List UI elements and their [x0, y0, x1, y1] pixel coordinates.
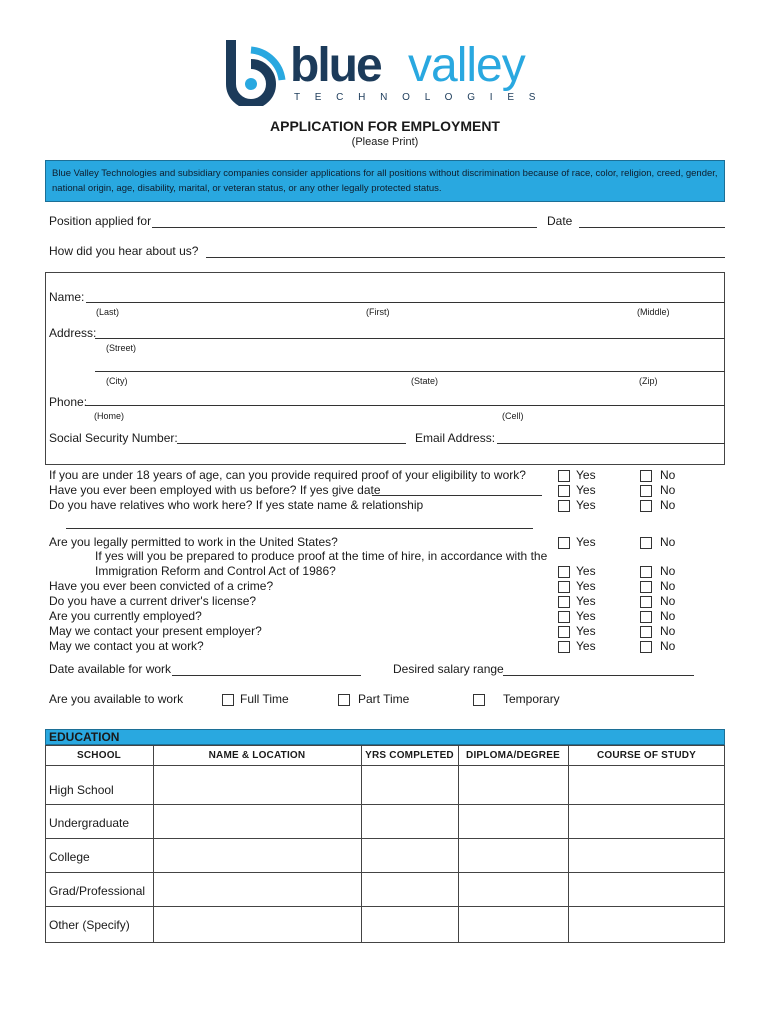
part-time-checkbox[interactable] [338, 694, 350, 706]
proof-no-checkbox[interactable] [640, 566, 652, 578]
temporary-label: Temporary [503, 692, 560, 706]
col-divider-1 [153, 745, 154, 943]
edu-row-undergraduate: Undergraduate [49, 816, 130, 830]
name-label: Name: [49, 290, 85, 304]
under-18-yes-checkbox[interactable] [558, 470, 570, 482]
contact-employer-yes-label: Yes [576, 624, 596, 638]
full-time-label: Full Time [240, 692, 289, 706]
cell-caption: (Cell) [502, 411, 524, 421]
name-first-caption: (First) [366, 307, 390, 317]
salary-field[interactable] [503, 675, 694, 676]
employed-before-no-label: No [660, 483, 676, 497]
question-relatives: Do you have relatives who work here? If yes state name & relationship [49, 498, 424, 512]
col-divider-3 [458, 745, 459, 943]
question-employed-before: Have you ever been employed with us before? If yes give date [49, 483, 381, 497]
legally-permitted-yes-checkbox[interactable] [558, 537, 570, 549]
contact-employer-yes-checkbox[interactable] [558, 626, 570, 638]
name-last-caption: (Last) [96, 307, 120, 317]
position-field[interactable] [152, 227, 537, 228]
address-city-state-zip-field[interactable] [95, 371, 725, 372]
state-caption: (State) [411, 376, 439, 386]
currently-employed-no-checkbox[interactable] [640, 611, 652, 623]
education-header-bar [45, 729, 725, 745]
question-convicted: Have you ever been convicted of a crime? [49, 579, 274, 593]
logo-text-blue: blue [290, 39, 381, 92]
question-proof-line-1: If yes will you be prepared to produce proof at the time of hire, in accordance with the [95, 549, 548, 563]
under-18-no-label: No [660, 468, 676, 482]
date-available-label: Date available for work [49, 662, 172, 676]
hear-label: How did you hear about us? [49, 244, 199, 258]
address-label: Address: [49, 326, 97, 340]
name-field[interactable] [86, 302, 725, 303]
employed-before-no-checkbox[interactable] [640, 485, 652, 497]
contact-at-work-yes-label: Yes [576, 639, 596, 653]
col-header-school: SCHOOL [77, 750, 121, 761]
row-divider-3 [45, 872, 725, 873]
email-field[interactable] [497, 443, 725, 444]
contact-at-work-no-label: No [660, 639, 676, 653]
contact-at-work-no-checkbox[interactable] [640, 641, 652, 653]
col-header-diploma-degree: DIPLOMA/DEGREE [466, 750, 560, 761]
company-logo [222, 36, 552, 108]
home-caption: (Home) [94, 411, 125, 421]
row-divider-2 [45, 838, 725, 839]
position-label: Position applied for [49, 214, 152, 228]
date-label: Date [547, 214, 573, 228]
question-proof-line-2: Immigration Reform and Control Act of 1986? [95, 564, 336, 578]
relatives-no-label: No [660, 498, 676, 512]
question-legally-permitted: Are you legally permitted to work in the United States? [49, 535, 338, 549]
convicted-yes-label: Yes [576, 579, 596, 593]
page-title: APPLICATION FOR EMPLOYMENT [270, 118, 500, 134]
drivers-license-no-checkbox[interactable] [640, 596, 652, 608]
col-divider-4 [568, 745, 569, 943]
currently-employed-no-label: No [660, 609, 676, 623]
temporary-checkbox[interactable] [473, 694, 485, 706]
row-divider-1 [45, 804, 725, 805]
education-header-divider [45, 765, 725, 766]
part-time-label: Part Time [358, 692, 410, 706]
col-header-course-of-study: COURSE OF STUDY [596, 750, 697, 761]
edu-row-high-school: High School [49, 783, 114, 797]
ssn-field[interactable] [177, 443, 406, 444]
question-contact-at-work: May we contact you at work? [49, 639, 204, 653]
salary-label: Desired salary range [393, 662, 504, 676]
full-time-checkbox[interactable] [222, 694, 234, 706]
logo-mark-icon [222, 36, 286, 106]
phone-label: Phone: [49, 395, 88, 409]
employed-before-yes-checkbox[interactable] [558, 485, 570, 497]
employed-before-date-field[interactable] [372, 495, 542, 496]
page-subtitle: (Please Print) [351, 136, 419, 148]
email-label: Email Address: [415, 431, 496, 445]
hear-field[interactable] [206, 257, 725, 258]
convicted-yes-checkbox[interactable] [558, 581, 570, 593]
proof-yes-label: Yes [576, 564, 596, 578]
proof-yes-checkbox[interactable] [558, 566, 570, 578]
contact-at-work-yes-checkbox[interactable] [558, 641, 570, 653]
logo-text-valley: valley [408, 39, 525, 92]
relatives-no-checkbox[interactable] [640, 500, 652, 512]
phone-field[interactable] [86, 405, 725, 406]
edu-row-grad-professional: Grad/Professional [49, 884, 146, 898]
eeo-notice [45, 160, 725, 202]
employed-before-yes-label: Yes [576, 483, 596, 497]
education-table [45, 745, 725, 943]
city-caption: (City) [106, 376, 128, 386]
relatives-yes-checkbox[interactable] [558, 500, 570, 512]
question-currently-employed: Are you currently employed? [49, 609, 202, 623]
col-header-name-location: NAME & LOCATION [208, 750, 306, 761]
proof-no-label: No [660, 564, 676, 578]
contact-employer-no-label: No [660, 624, 676, 638]
legally-permitted-no-label: No [660, 535, 676, 549]
convicted-no-label: No [660, 579, 676, 593]
question-contact-employer: May we contact your present employer? [49, 624, 262, 638]
currently-employed-yes-checkbox[interactable] [558, 611, 570, 623]
question-drivers-license: Do you have a current driver's license? [49, 594, 257, 608]
education-title: EDUCATION [49, 730, 120, 744]
convicted-no-checkbox[interactable] [640, 581, 652, 593]
logo-tagline: T E C H N O L O G I E S [294, 92, 542, 103]
ssn-label: Social Security Number: [49, 431, 178, 445]
edu-row-college: College [49, 850, 90, 864]
row-divider-4 [45, 906, 725, 907]
street-caption: (Street) [106, 343, 137, 353]
under-18-yes-label: Yes [576, 468, 596, 482]
relatives-field[interactable] [66, 528, 533, 529]
legally-permitted-no-checkbox[interactable] [640, 537, 652, 549]
relatives-yes-label: Yes [576, 498, 596, 512]
available-label: Are you available to work [49, 692, 184, 706]
drivers-license-no-label: No [660, 594, 676, 608]
name-middle-caption: (Middle) [637, 307, 670, 317]
address-street-field[interactable] [95, 338, 725, 339]
col-divider-2 [361, 745, 362, 943]
question-under-18: If you are under 18 years of age, can you provide required proof of your eligibility to work? [49, 468, 526, 482]
zip-caption: (Zip) [639, 376, 658, 386]
legally-permitted-yes-label: Yes [576, 535, 596, 549]
drivers-license-yes-label: Yes [576, 594, 596, 608]
under-18-no-checkbox[interactable] [640, 470, 652, 482]
date-available-field[interactable] [172, 675, 361, 676]
contact-employer-no-checkbox[interactable] [640, 626, 652, 638]
eeo-notice-text: Blue Valley Technologies and subsidiary companies consider applications for all positions without discrimination because of race, color, religion, creed, gender, national origin, age, disability, marital, or veteran status, or any other legally protected status. [52, 168, 718, 194]
col-header-yrs-completed: YRS COMPLETED [365, 750, 454, 761]
edu-row-other: Other (Specify) [49, 918, 130, 932]
currently-employed-yes-label: Yes [576, 609, 596, 623]
date-field[interactable] [579, 227, 725, 228]
drivers-license-yes-checkbox[interactable] [558, 596, 570, 608]
